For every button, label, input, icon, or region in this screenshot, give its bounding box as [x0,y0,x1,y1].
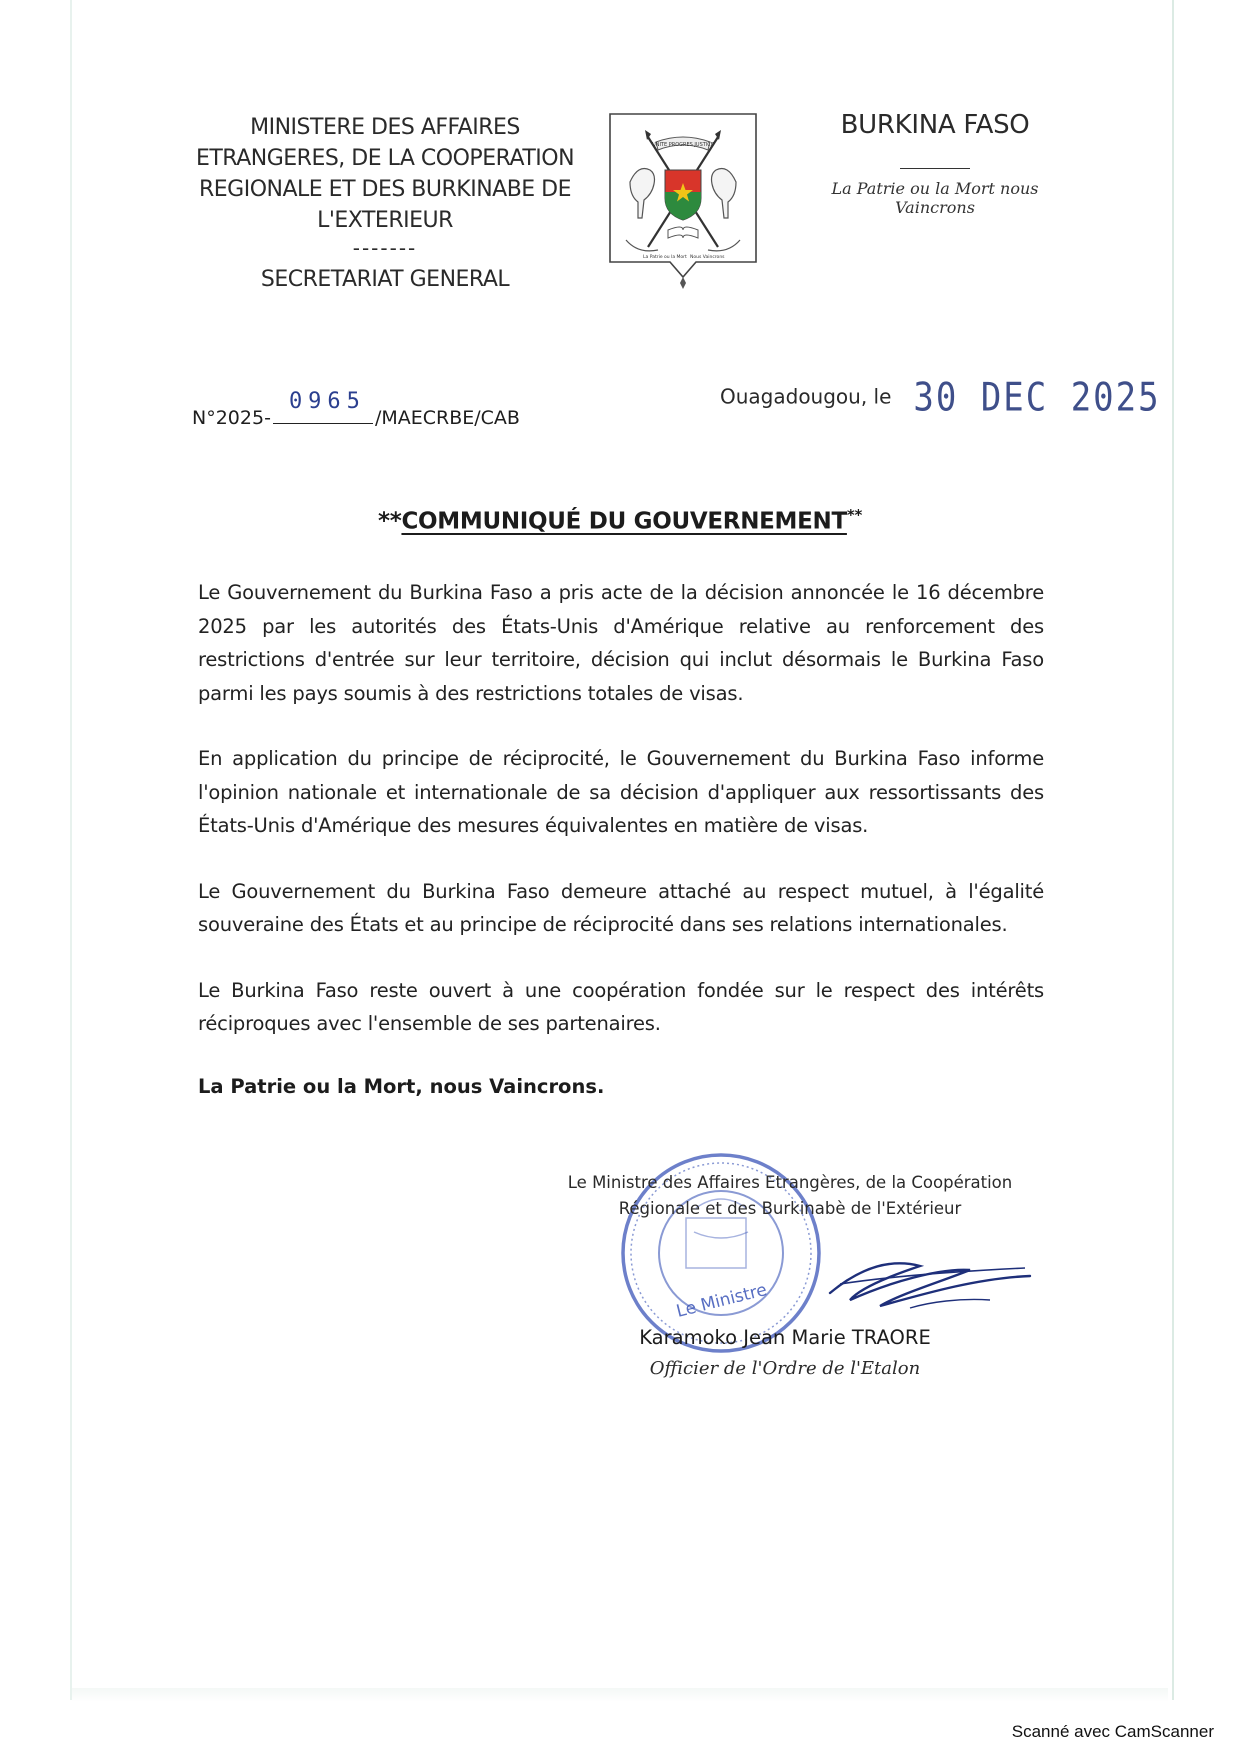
title-text: COMMUNIQUÉ DU GOUVERNEMENT [401,508,847,535]
ministry-line: REGIONALE ET DES BURKINABE DE [198,177,572,202]
title-stars-before: ** [377,508,402,535]
reference-number [192,389,520,429]
communique-body [198,576,1044,1073]
date-stamp: 30 DEC 2025 [913,375,1161,421]
country-header [790,110,1080,217]
signature-block [520,1170,1040,1390]
ministry-line: ETRANGERES, DE LA COOPERATION [195,146,575,171]
ministry-header [190,112,580,295]
national-motto: La Patrie ou la Mort nous Vaincrons [831,179,1039,217]
ministry-line: MINISTERE DES AFFAIRES [250,115,520,140]
reference-prefix: N°2025- [192,407,271,429]
signer-name: Karamoko Jean Marie TRAORE [639,1326,931,1349]
scanner-watermark: Scanné avec CamScanner [1011,1722,1214,1741]
emblem-ribbon-text-right: Nous Vaincrons [690,255,725,260]
emblem-banner-text: UNITE PROGRES JUSTICE [652,142,714,148]
seal-text: Le Ministre [674,1280,770,1322]
header-dashes: ------- [352,236,418,260]
coat-of-arms-emblem [608,112,758,292]
closing-motto: La Patrie ou la Mort, nous Vaincrons. [198,1075,605,1098]
place-label: Ouagadougou, le [720,384,892,409]
signer-rank: Officier de l'Ordre de l'Etalon [649,1358,921,1379]
body-paragraph: Le Burkina Faso reste ouvert à une coopération fondée sur le respect des intérêts réciproques avec l'ensemble de ses partenaires. [198,978,1044,1035]
minister-title [550,1170,1030,1222]
ministry-line: L'EXTERIEUR [317,208,453,233]
reference-suffix: /MAECRBE/CAB [374,407,520,429]
emblem-ribbon-text-left: La Patrie ou la Mort [643,255,687,260]
title-stars-after: ** [846,506,862,524]
document-title [0,506,1240,535]
page-edge [72,1688,1168,1702]
stamped-number: 0965 [288,389,366,414]
secretariat-general: SECRETARIAT GENERAL [260,267,510,292]
minister-title-line: Régionale et des Burkinabè de l'Extérieur [618,1199,962,1218]
handwritten-signature [820,1248,1040,1328]
header-rule [900,168,970,169]
body-paragraph: En application du principe de réciprocité, le Gouvernement du Burkina Faso informe l'opinion nationale et internationale de sa décision d'appliquer aux ressortissants des États-Unis d'Amérique des mesures équivalentes en matière de visas. [198,747,1044,837]
place-date [720,375,1161,421]
body-paragraph: Le Gouvernement du Burkina Faso demeure attaché au respect mutuel, à l'égalité souveraine des États et au principe de réciprocité dans ses relations internationales. [198,879,1044,936]
minister-title-line: Le Ministre des Affaires Etrangères, de la Coopération [567,1173,1013,1192]
body-paragraph: Le Gouvernement du Burkina Faso a pris acte de la décision annoncée le 16 décembre 2025 par les autorités des États-Unis d'Amérique relative au renforcement des restrictions d'entrée sur leur territoire, décision qui inclut désormais le Burkina Faso parmi les pays soumis à des restrictions totales de visas. [198,581,1044,705]
country-name: BURKINA FASO [840,110,1030,140]
reference-blank [273,389,373,424]
